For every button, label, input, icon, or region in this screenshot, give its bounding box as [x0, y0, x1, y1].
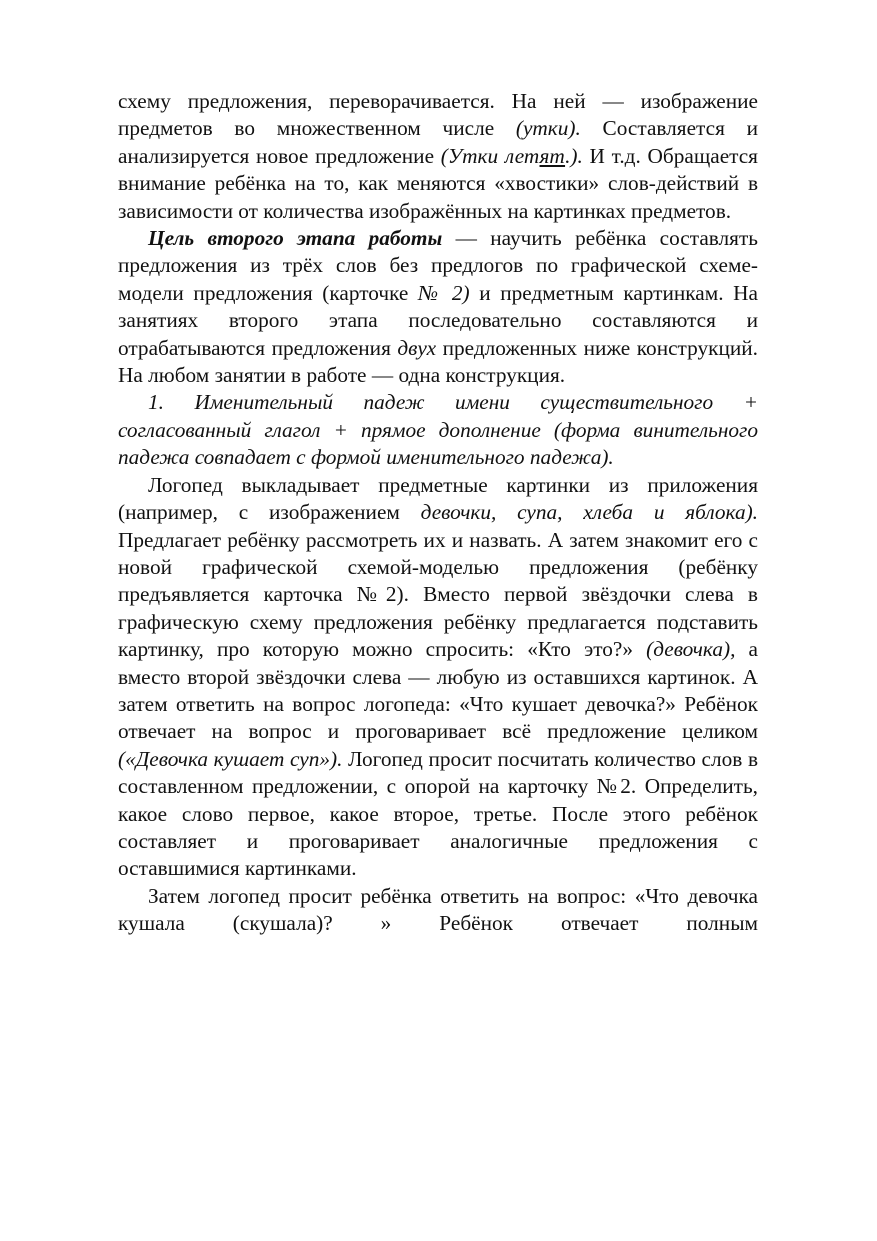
italic-run: («Девочка кушает суп»). [118, 746, 343, 771]
text-run: схему предложения, переворачивается. На ней — изображение предметов во множественном числе [118, 89, 758, 141]
italic-run: № 2) [417, 280, 470, 305]
italic-run: двух [397, 335, 437, 360]
italic-run: (утки). [515, 116, 581, 141]
paragraph-4 [118, 472, 758, 883]
italic-run: девочки, супа, хлеба и яблока). [420, 500, 759, 525]
paragraph-1 [118, 88, 758, 225]
text-run: и предметным картинкам. На занятиях второго этапа последовательно составляются и отрабатываются предложения [118, 280, 758, 360]
paragraph-5: Затем логопед просит ребёнка ответить на вопрос: «Что девочка кушала (скушала)? » Ребёнок отвечает полным [118, 883, 758, 936]
text-run: И т.д. Обращается внимание ребёнка на то, как меняются «хвостики» слов-действий в зависимости от количества изображённых на картинках предметов. [118, 143, 758, 223]
text-run: Логопед просит посчитать количество слов в составленном предложении, с опорой на карточку №2. Определить, какое слово первое, какое второе, третье. После этого ребёнок составляет и проговаривает аналогичные предложения с оставшимися картинками. [118, 746, 759, 881]
text-run: предложенных ниже конструкций. На любом занятии в работе — одна конструкция. [118, 335, 758, 388]
document-page [118, 88, 758, 938]
italic-run: (Утки лет [440, 143, 540, 168]
text-run: Предлагает ребёнку рассмотреть их и назвать. А затем знакомит его с новой графической схемой-моделью предложения (ребёнку предъявляется карточка №2). Вместо первой звёздочки слева в графическую схему предложения ребёнку предлагается подставить картинку, про которую можно спросить: «Кто это?» [118, 527, 758, 662]
text-run: Логопед выкладывает предметные картинки из приложения (например, с изображением [118, 472, 758, 525]
italic-run: (девочка), [646, 637, 736, 662]
underlined-run: ят [539, 143, 566, 168]
text-run: — научить ребёнка составлять предложения из трёх слов без предлогов по графической схеме-модели предложения (карточке [118, 226, 758, 305]
text-run: Составляется и анализируется новое предложение [118, 116, 758, 168]
heading-run: Цель второго этапа работы [148, 226, 443, 251]
paragraph-2 [118, 225, 758, 389]
paragraph-3: 1. Именительный падеж имени существительного + согласованный глагол + прямое дополнение (форма винительного падежа совпадает с формой именительного падежа). [118, 390, 758, 470]
italic-run: .). [565, 143, 583, 168]
text-run: а вместо второй звёздочки слева — любую из оставшихся картинок. А затем ответить на вопрос логопеда: «Что кушает девочка?» Ребёнок отвечает на вопрос и проговаривает всё предложение целиком [118, 637, 759, 744]
